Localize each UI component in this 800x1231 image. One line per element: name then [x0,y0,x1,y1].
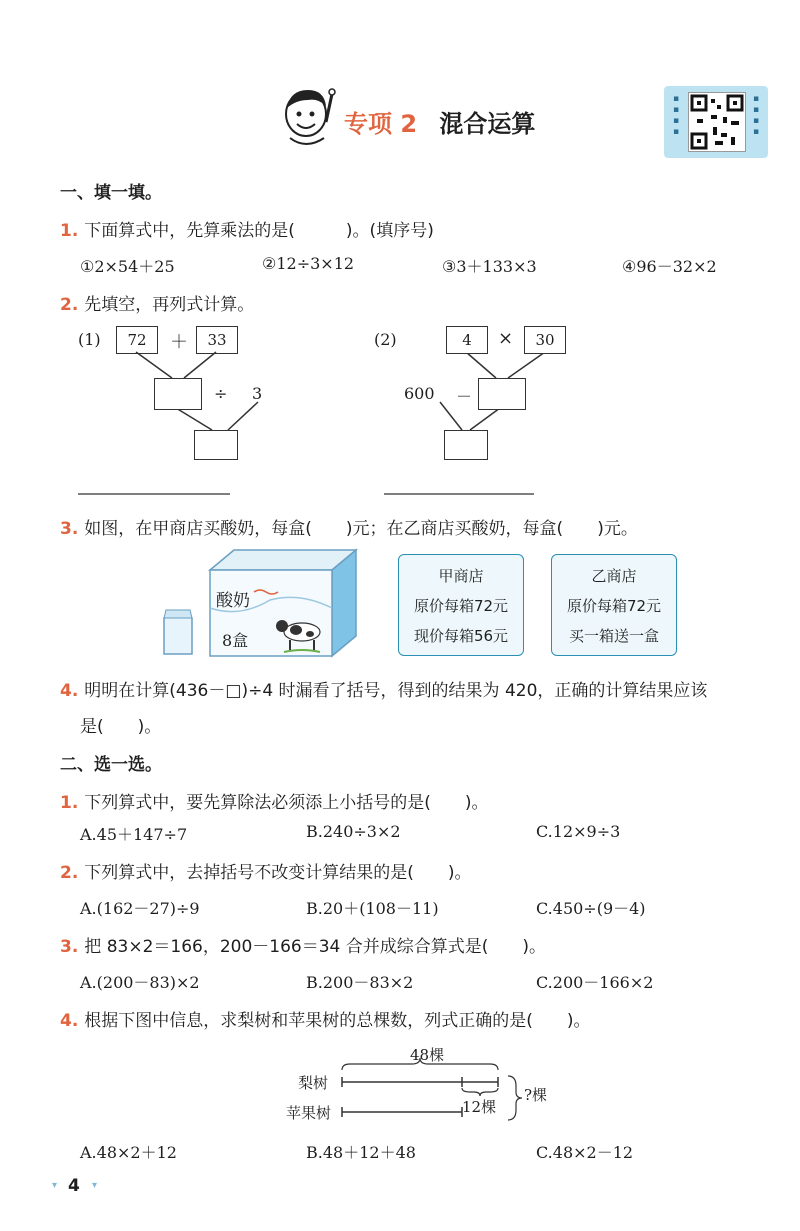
shop-yi-line1: 原价每箱72元 [566,597,662,615]
part1-op: ＋ [170,332,188,353]
question-number: 3. [60,519,79,539]
question-text: 明明在计算(436－□)÷4 时漏看了括号，得到的结果为 420，正确的计算结果应该 [84,681,708,701]
shop-yi-line2: 买一箱送一盒 [568,627,659,645]
question-number: 3. [60,937,79,957]
part2-box-a: 4 [446,326,488,354]
diagram-diff-label: 12棵 [462,1098,497,1116]
part2-label: (2) [374,330,397,349]
s1-q1-option-4: ④96－32×2 [622,257,717,276]
question-text: 根据下图中信息，求梨树和苹果树的总棵数，列式正确的是( )。 [84,1011,591,1031]
s2-q2-option-b[interactable]: B.20＋(108－11) [306,899,439,918]
s1-q4-cont: 是( )。 [80,717,162,737]
question-number: 1. [60,221,79,241]
s2-q2-option-c[interactable]: C.450÷(9－4) [536,899,646,918]
s1-q1-option-1: ①2×54＋25 [80,257,175,276]
diagram-total-label: ?棵 [524,1086,548,1104]
part1-c: 3 [252,384,263,403]
part1-answer-box-1[interactable] [154,378,202,410]
s2-q3-option-a[interactable]: A.(200－83)×2 [80,973,200,992]
section-2-heading: 二、选一选。 [60,755,162,775]
section-1-heading: 一、填一填。 [60,183,162,203]
s2-q2-option-a[interactable]: A.(162－27)÷9 [80,899,200,918]
shop-jia-name: 甲商店 [438,567,484,585]
diagram-row2-label: 苹果树 [286,1104,332,1122]
shop-yi-card [551,554,677,656]
question-text: 下列算式中，要先算除法必须添上小括号的是( )。 [84,793,489,813]
question-text: 下列算式中，去掉括号不改变计算结果的是( )。 [84,863,472,883]
s1-q1-option-2: ②12÷3×12 [262,254,355,273]
s2-q4 [60,1006,591,1031]
s2-q3 [60,932,546,957]
question-text: 如图，在甲商店买酸奶，每盒( )元；在乙商店买酸奶，每盒( )元。 [84,519,638,539]
page-number: 4 [68,1176,80,1196]
shop-jia-line1: 原价每箱72元 [413,597,509,615]
shop-yi-name: 乙商店 [591,567,637,585]
s2-q1-option-b[interactable]: B.240÷3×2 [306,822,401,841]
qr-side-left: ▪ ▪ ▪ ▪ [672,94,680,137]
question-number: 2. [60,295,79,315]
part2-answer-box-2[interactable] [444,430,488,460]
milk-box-label: 酸奶 [216,591,250,611]
question-number: 4. [60,1011,79,1031]
s2-q1 [60,788,489,813]
part2-left: 600 [404,384,435,403]
s2-q4-option-c[interactable]: C.48×2－12 [536,1143,634,1162]
segment-diagram [0,1040,800,1130]
title-text: 混合运算 [439,110,536,138]
part2-answer-box-1[interactable] [478,378,526,410]
s1-q4 [60,676,707,701]
part2-op2: － [456,387,473,406]
s2-q1-option-a[interactable]: A.45＋147÷7 [80,825,188,844]
s1-q3 [60,514,638,539]
question-number: 4. [60,681,79,701]
shop-jia-card [398,554,524,656]
question-number: 1. [60,793,79,813]
diagram-top-label: 48棵 [410,1046,445,1064]
s2-q4-option-b[interactable]: B.48＋12＋48 [306,1143,416,1162]
s2-q3-option-c[interactable]: C.200－166×2 [536,973,654,992]
question-text: 先填空，再列式计算。 [84,295,255,315]
qr-side-right: ▪ ▪ ▪ ▪ [752,94,760,137]
part1-box-a: 72 [116,326,158,354]
milk-box-illustration [160,548,360,664]
s2-q3-option-b[interactable]: B.200－83×2 [306,973,414,992]
part2-op: × [498,328,514,349]
shop-jia-line2: 现价每箱56元 [413,627,509,645]
question-number: 2. [60,863,79,883]
s2-q2 [60,858,472,883]
question-text: 把 83×2＝166，200－166＝34 合并成综合算式是( )。 [84,937,547,957]
question-text: 下面算式中，先算乘法的是( )。(填序号) [84,221,434,241]
footer-dot-left: ▾ [52,1180,58,1191]
part1-label: (1) [78,330,101,349]
milk-box-count: 8盒 [222,631,249,650]
s2-q4-option-a[interactable]: A.48×2＋12 [80,1143,177,1162]
part2-box-b: 30 [524,326,566,354]
footer-dot-right: ▾ [92,1180,98,1191]
s1-q1-option-3: ③3＋133×3 [442,257,537,276]
part1-answer-box-2[interactable] [194,430,238,460]
diagram-row1-label: 梨树 [298,1074,329,1092]
part1-op2: ÷ [214,384,228,403]
milk-carton-icon [164,610,192,654]
part-lines [0,0,800,520]
title-number: 专项 2 [344,110,418,138]
s2-q1-option-c[interactable]: C.12×9÷3 [536,822,621,841]
part1-box-b: 33 [196,326,238,354]
